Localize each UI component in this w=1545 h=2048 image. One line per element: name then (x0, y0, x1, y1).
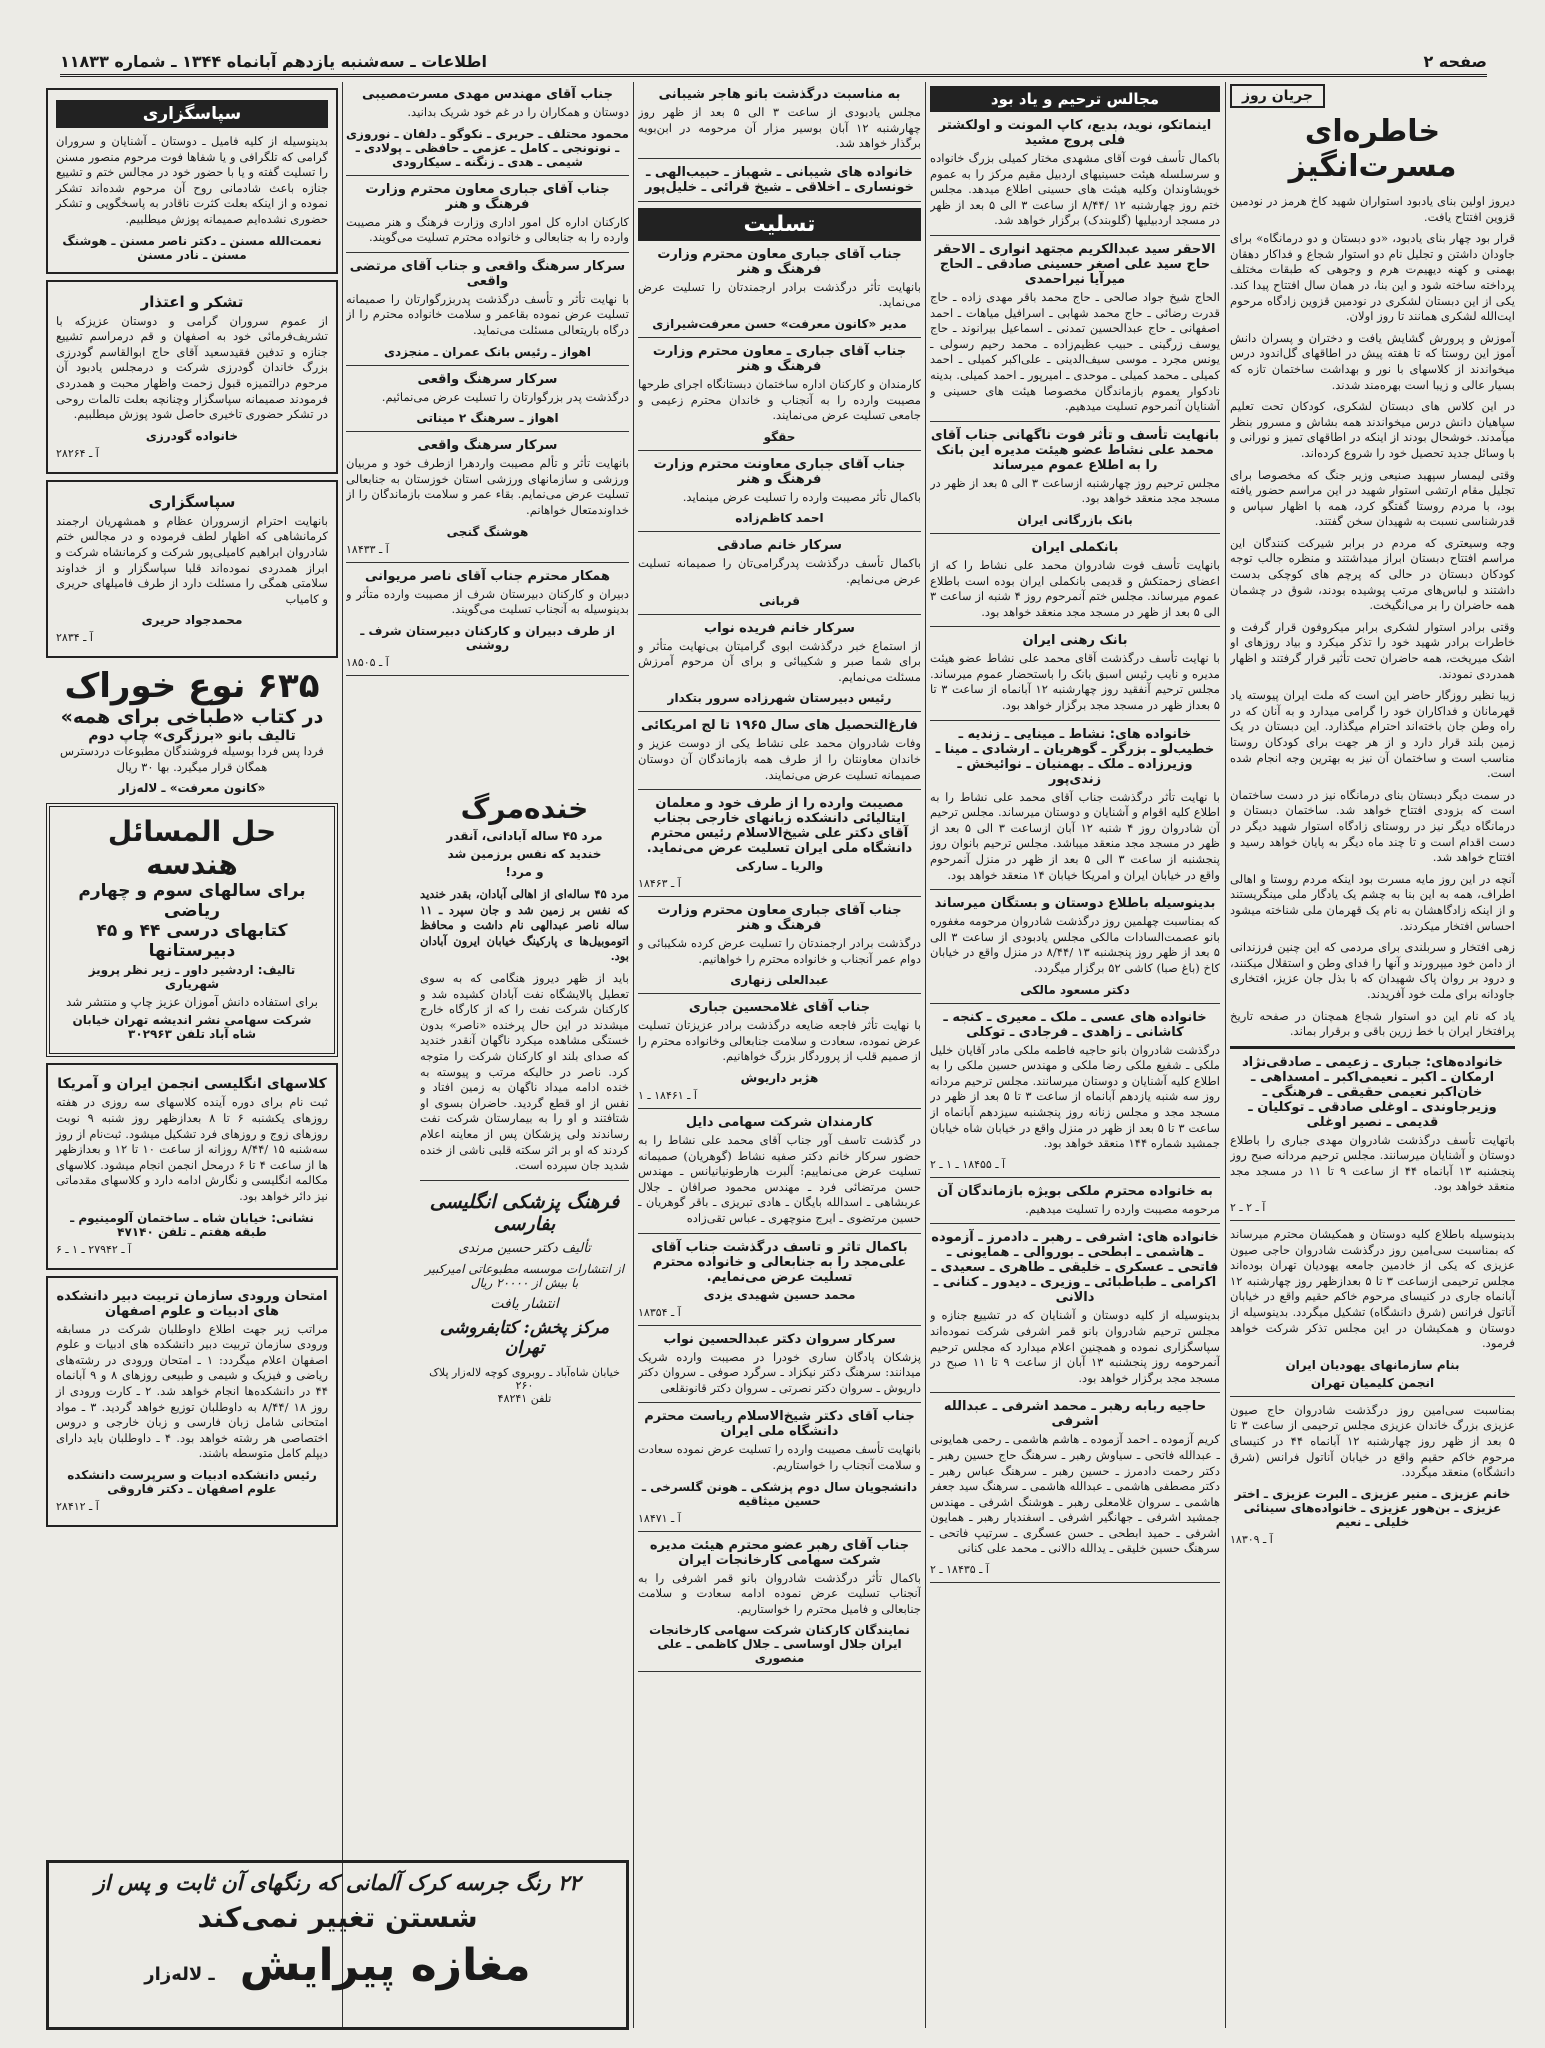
ad-line: تالیف بانو «برزگری» چاپ دوم (88, 728, 296, 745)
ad-line: تلفن ۴۸۲۴۱ (497, 1391, 552, 1405)
divider (638, 1108, 921, 1109)
notice-title: سرکار سروان دکتر عبدالحسین نواب (663, 1331, 896, 1347)
column-condolences-2 (346, 82, 629, 772)
notice-code: آ ـ ۱۸۵۰۵ (346, 655, 389, 669)
column-rule (925, 82, 926, 2028)
notice-title: جناب آقای دکتر شیخ‌الاسلام ریاست محترم دانشگاه ملی ایران (644, 1409, 915, 1440)
column-rule (1225, 82, 1226, 2028)
divider (638, 337, 921, 338)
notice-item (638, 1538, 921, 1673)
notice-title: سرکار سرهنگ واقعی (417, 371, 558, 387)
notice-body: درگذشت شادروان بانو حاجیه فاطمه ملکی مادر آقایان خلیل ملکی ـ شفیع ملکی رضا ملکی و مهندس حسین ملکی را به اطلاع کلیه آشنایان و دوستان میرسانند. مجلس ترحیم مردانه روز سه شنبه یازدهم آبانماه از ساعت ۳ تا ۵ بعد از ظهر در مسجد مجد و مجلس زنانه روز پنجشنبه سیزدهم آبانماه از ساعت ۳ تا ۵ بعد از ظهر در منزل واقع در خیابان شاه خیابان جمشید شماره ۱۴۴ منعقد خواهد بود. (930, 1042, 1220, 1151)
notice-title: سرکار خانم صادقی (717, 538, 842, 554)
notice-title: سرکار سرهنگ واقعی و جناب آقای مرتضی واقعی (349, 258, 626, 289)
article-subhead: خندید که نفس برزمین شد (447, 847, 602, 861)
divider (346, 252, 629, 253)
notice-title: جناب آقای جباری معاونت محترم وزارت فرهنگ و هنر (653, 456, 906, 487)
notice-signature: والریا ـ سارکی (735, 859, 824, 874)
notice-title: سرکار خانم فریده نواب (704, 620, 855, 636)
notice-item (930, 1230, 1220, 1393)
ad-line: «کانون معرفت» ـ لاله‌زار (118, 781, 266, 796)
ad-line: برای سالهای سوم و چهارم ریاضی (78, 881, 306, 922)
notice-signature: محمدجواد حریری (141, 613, 243, 628)
notice-body: کارمندان و کارکنان اداره ساختمان دبستانگاه اجرای طرحها مصیبت وارده را به آنجناب و خاندان محترم زعیمی و جامعی تسلیت عرض می‌نمایند. (638, 376, 921, 423)
notice-signature: انجمن کلیمیان تهران (1310, 1375, 1435, 1390)
notice-item (638, 718, 921, 790)
notice-title: خانواده های: اشرفی ـ رهبر ـ دادمرز ـ آزموده ـ هاشمی ـ ابطحی ـ بوروالی ـ همایونی ـ فاتحی ـ عسکری ـ خلیقی ـ طاهری ـ سعیدی ـ اکرامی ـ طباطبائی ـ وزیری ـ دیدور ـ کنانی ـ دالانی (931, 1230, 1219, 1306)
notice-code: آ ـ ۱۸۳۵۴ (638, 1305, 681, 1319)
dictionary-ad (420, 1191, 629, 1405)
article-subhead: مرد ۴۵ ساله آبادانی، آنقدر (446, 829, 603, 843)
notice-item (930, 540, 1220, 627)
notice-item (638, 1240, 921, 1326)
divider (638, 614, 921, 615)
notice-title: بانک رهنی ایران (1022, 633, 1128, 649)
ad-body: ثبت نام برای دوره آینده کلاسهای سه روزی در هفته روزهای یکشنبه ۶ تا ۸ بعدازظهر روز شنبه ۹ نوبت روزهای زوج و روزهای فرد تشکیل میشود. ثبت‌نام از روز سه‌شنبه ۱۵ /۸/۴۴ روزانه از ساعت ۱۰ تا ۱۲ و بعدازظهر ها از ساعت ۴ تا ۶ درمحل انجمن انجام میشود. کلاسهای مکالمه انگلیسی و نگارش ادامه دارد و کلاسهای مقدماتی نیز دائر خواهد بود. (56, 1095, 328, 1204)
notice-body: مراتب زیر جهت اطلاع داوطلبان شرکت در مسابقه ورودی سازمان تربیت دبیر دانشکده های ادبیات و علوم اصفهان اعلام میگردد: ۱ ـ امتحان ورودی در رشته‌های ریاضی و فیزیک و شیمی و طبیعی روزهای ۸ و ۹ آبانماه ۴۴ در دانشکده‌ها انجام خواهد شد. ۲ ـ کارت ورودی از روز ۱۸ /۸/۴۴ به داوطلبان توزیع خواهد گردید. ۳ ـ مواد امتحانی شامل زبان فارسی و زبان خارجی و دروس اختصاصی هر رشته خواهد بود. ۴ ـ داوطلبان باید دارای دیپلم کامل متوسطه باشند. (56, 1321, 329, 1461)
notice-item (638, 903, 921, 994)
notice-body: باکمال تأثر مصیبت وارده را تسلیت عرض مینماید. (682, 489, 921, 504)
notice-title: تشکر و اعتذار (140, 292, 244, 311)
thanks-notice (46, 88, 338, 274)
editorial-paragraph: آموزش و پرورش گشایش یافت و دختران و پسران دانش آموز این روستا که تا هفته پیش در اطاقهای گل‌اندود درس میخواندند از کلاسهای با نور و بهداشت ساختمان تازه که بسیار عالی و زیبا است بهره‌مند شدند. (1230, 330, 1515, 392)
divider (346, 562, 629, 563)
editorial-paragraph: وقتی برادر استوار لشکری برابر میکروفون قرار گرفت و خاطرات برادر شهید خود را تذکر میکرد و بیاد روزهای او اشک میریخت، همه حاضران تحت تأثیر قرار گرفتند و اظهار همدردی نمودند. (1230, 619, 1515, 681)
notice-signature: رئیس دبیرستان شهرزاده سرور بتکدار (667, 691, 892, 706)
divider (638, 1325, 921, 1326)
ad-line: ۲۲ رنگ جرسه کرک آلمانی که رنگهای آن ثابت و پس از (94, 1871, 581, 1895)
column-ads (46, 82, 338, 1848)
divider (638, 450, 921, 451)
notice-item (638, 1000, 921, 1109)
notice-signature: هژبر داریوش (740, 1071, 819, 1086)
notice-title: جناب آقای مهندس مهدی مسرت‌مصیبی (362, 87, 613, 102)
notice-title: حاجیه ربابه رهبر ـ محمد اشرفی ـ عبدالله اشرفی (943, 1399, 1207, 1430)
notice-body: بانهایت تأثر و تألم مصیبت واردهرا ازطرف خود و مربیان ورزشی و سازمانهای ورزشی استان خوزستان به جنابعالی تسلیت عرض می‌نمایم. بقاء عمر و سلامت بازماندگان را از خداوندمتعال خواهانم. (346, 456, 629, 517)
divider (930, 1003, 1220, 1004)
section-title: مجالس ترحیم و یاد بود (930, 86, 1220, 112)
notice-title: فارغ‌التحصیل های سال ۱۹۶۵ تا لج امریکائی (640, 718, 919, 734)
notice-body: باکمال تأثر درگذشت شادروان بانو قمر اشرفی را به آنجناب تسلیت عرض نموده ادامه سعادت و سلامت جنابعالی و فامیل محترم را خواستاریم. (638, 1570, 921, 1616)
notice-body: باکمال تأسف فوت آقای مشهدی مختار کمیلی بزرگ خانواده و سرسلسله هیئت حسینیهای اردبیل مقیم مرکز را به عموم خویشاوندان وکلیه هیئت های حسینی اطلاع میدهد. مجلس ختم روز چهارشنبه ۱۲ /۸/۴۴ از ساعت ۳ الی ۵ بعد از ظهر در مسجد اردبیلیها (گلوبندک) برگزار خواهد شد. (930, 151, 1220, 228)
notice-item (638, 247, 921, 338)
notice-body: کارکنان اداره کل امور اداری وزارت فرهنگ و هنر مصیبت وارده را به جنابعالی و خانواده محترم تسلیت می‌گویند. (346, 214, 629, 245)
ad-address: نشانی: خیابان شاه ـ ساختمان آلومینیوم ـ طبقه هفتم ـ تلفن ۴۷۱۴۰ (70, 1210, 314, 1239)
ad-line: برای استفاده دانش آموزان عزیز چاپ و منتشر شد (65, 995, 319, 1010)
notice-families: خانواده‌های: جباری ـ زعیمی ـ صادقی‌نژاد ارمکان ـ اکبر ـ نعیمی‌اکبر ـ امسداهی ـ خان‌اکبر نعیمی حقیقی ـ فرهنگی ـ وزیرجاوندی ـ اوغلی صادقی ـ توکلیان ـ قدیمی ـ نصیر اوغلی (1242, 1054, 1503, 1130)
notice-item (638, 457, 921, 533)
notice-item (638, 1409, 921, 1531)
notice-signature: از طرف دبیران و کارکنان دبیرستان شرف ـ روشنی (360, 623, 615, 652)
notice-body: الحاج شیخ جواد صالحی ـ حاج محمد باقر مهدی زاده ـ حاج قدرت رضائی ـ حاج محمد شهابی ـ اسرافیل میاهات ـ احمد اصفهانی ـ حاج عبدالحسین تمدنی ـ اسماعیل بیرانوند ـ حاج یوسف زرگینی ـ حبیب عظیم‌زاده ـ محمد رحیم رسولی ـ یونس مجرد ـ موسی سیف‌الدینی ـ علی‌اکبر کمیلی ـ احمد کمیلی ـ محمد کمیلی ـ موحدی ـ امیرپور ـ احمد کمیلی. بدینه نادکوار یعموم بازماندگان مخصوصا هیئت های حسینی و آشنایان آنمرحوم تسلیت میدهیم. (930, 289, 1220, 414)
notice-code: آ ـ ۱۸۴۵۵ ـ ۱ ـ ۲ (930, 1157, 1006, 1171)
notice-code: آ ـ ۱۸۴۷۱ (638, 1511, 681, 1525)
notice-item (638, 87, 921, 159)
divider (638, 1402, 921, 1403)
editorial-paragraph: آنچه در این روز مایه مسرت بود اینکه مردم روستا و اهالی اطراف، همه به این بنا به چشم یک یادگار ملی مینگریستند و از اینکه زادگاهشان به نام یک قهرمان ملی شناخته میشود احساس افتخار میکردند. (1230, 871, 1515, 933)
notice-body: درگذشت پدر بزرگوارتان را تسلیت عرض می‌نمائیم. (381, 389, 629, 404)
ad-line: در کتاب «طباخی برای همه» (60, 706, 324, 729)
ad-line: فرهنگ پزشکی انگلیسی بفارسی (429, 1190, 620, 1235)
notice-title: همکار محترم جناب آقای ناصر مریوانی (364, 568, 611, 584)
thanks-notice (46, 280, 338, 474)
notice-title: بانهایت تأسف و تأثر فوت ناگهانی جناب آقای محمد علی نشاط عضو هیئت مدیره این بانک را به اطلاع عموم میرساند (930, 427, 1220, 473)
divider (930, 720, 1220, 721)
notice-title: جناب آقای رهبر عضو محترم هیئت مدیره شرکت سهامی کارخانجات ایران (649, 1537, 910, 1568)
thanks-notice (46, 480, 338, 659)
ad-line: کتابهای درسی ۴۴ و ۴۵ دبیرستانها (96, 921, 288, 962)
notice-title: خانواده های عسی ـ ملک ـ معیری ـ کنجه ـ کاشانی ـ زاهدی ـ فرجادی ـ توکلی (943, 1009, 1207, 1040)
divider (638, 158, 921, 159)
notice-code: آ ـ ۲۸۳۴ (56, 631, 93, 645)
column-rule (633, 82, 634, 2028)
notice-code: آ ـ ۱۸۳۰۹ (1230, 1532, 1273, 1546)
notice-title: سرکار سرهنگ واقعی (417, 438, 558, 454)
notice-families: خانم عزیزی ـ منیر عزیزی ـ البرت عزیزی ـ اختر عزیزی ـ بن‌هور عزیزی ـ خانواده‌های سینائی خلیلی ـ نعیم (1234, 1486, 1511, 1529)
notice-body: کریم آزموده ـ احمد آزموده ـ هاشم هاشمی ـ رحمی همایونی ـ عبدالله فاتحی ـ سیاوش رهبر ـ سرهنگ حاج حسین رهبر ـ دکتر رحمت دادمرز ـ حسین رهبر ـ سرهنگ عباس رهبر ـ دکتر مصطفی هاشمی ـ عبدالله هاشمی ـ سرهنگ سید جعفر هاشمی ـ سروان غلامعلی رهبر ـ هوشنگ اشرفی ـ مهندس جمشید اشرفی ـ جهانگیر اشرفی ـ اسفندیار رهبر ـ همایون اشرفی ـ حمید ابطحی ـ حسن عسگری ـ سرتیپ فاتحی ـ سرهنگ حسین خلیقی ـ یدالله دالانی ـ محمد علی کنانی (930, 1432, 1220, 1556)
divider (930, 1582, 1220, 1583)
ad-headline: حل المسائل هندسه (107, 815, 277, 882)
khande-marg-article (420, 790, 629, 1848)
notice-title: امتحان ورودی سازمان تربیت دبیر دانشکده های ادبیات و علوم اصفهان (56, 1288, 328, 1319)
divider (930, 421, 1220, 422)
divider (638, 201, 921, 202)
notice-title: جناب آقای جباری معاون محترم وزارت فرهنگ و هنر (657, 246, 902, 277)
divider (638, 896, 921, 897)
notice-title: خانواده های: نشاط ـ مینایی ـ زندیه ـ خطیب‌لو ـ بزرگر ـ گوهریان ـ ارشادی ـ مینا ـ وزیرزاده ـ ملک ـ بهمنیان ـ نوائیخش ـ زندی‌پور (935, 726, 1215, 787)
editorial-paragraph: وقتی لیمسار سپهبد صنیعی وزیر جنگ که مخصوصا برای تجلیل مقام ارتشی استوار شهید در این مراسم حضور یافته بود، با مردم روستا گفتگو کرد، همه با اظهار سپاس و قدرشناسی نسبت به شهیدان سخن گفتند. (1230, 467, 1515, 529)
notice-item (930, 727, 1220, 891)
masthead-date: اطلاعات ـ سه‌شنبه یازدهم آبانماه ۱۳۴۴ ـ شماره ۱۱۸۳۳ (60, 51, 487, 71)
notice-body: بانهایت تأثر درگذشت برادر ارجمندتان را تسلیت عرض می‌نماید. (638, 279, 921, 310)
divider (346, 365, 629, 366)
shop-address: ـ لاله‌زار (144, 1964, 215, 1985)
divider (930, 235, 1220, 236)
notice-item (930, 633, 1220, 720)
memorial-list (930, 118, 1220, 1583)
notice-title: بانکملی ایران (1031, 539, 1119, 555)
page-number: صفحه ۲ (1423, 51, 1487, 71)
notice-body: بانهایت تأسف فوت شادروان محمد علی نشاط را که از اعضای زحمتکش و قدیمی بانکملی ایران بوده است باطلاع عموم میرساند. مجلس ختم آنمرحوم روز ۴ شنبه از ساعت ۳ الی ۵ بعد از ظهر در مسجد مجد منعقد خواهد بود. (930, 557, 1220, 619)
shop-name: مغازه پیرایش (239, 1940, 531, 1991)
condolence-list (346, 87, 629, 676)
editorial-paragraph: زیبا نظیر روزگار حاضر این است که ملت ایران پیوسته یاد قهرمانان و فداکاران خود را گرامی میدارد و به آنان که در راه وطن جان باخته‌اند احترام میگذارد. این دبستان در یک زمین بلند قرار دارد و از هر جهت برای کودکان روستا مناسب است و ساختمان آن نیز به بهترین وجه انجام شده است. (1230, 688, 1515, 781)
editorial-paragraph: دیروز اولین بنای یادبود استواران شهید کاخ هرمز در نودمین قزوین افتتاح یافت. (1230, 194, 1515, 224)
notice-title: باکمال تاثر و تاسف درگذشت جناب آقای علی‌مجد را به جنابعالی و خانواده محترم تسلیت عرض می‌نمایم. (651, 1239, 908, 1285)
notice-body: که بمناسبت چهلمین روز درگذشت شادروان مرحومه مغفوره بانو عصمت‌السادات مالکی مجلس یادبودی از ساعت ۳ الی ۵ بعد از ظهر روز پنجشنبه ۱۳ /۸/۴۴ در منزل واقع در خیابان کاخ (باغ صبا) کاشی ۵۲ برگزار میگردد. (930, 914, 1220, 975)
notice-body: با نهایت تأثر فاجعه ضایعه درگذشت برادر عزیزتان تسلیت عرض نموده، سعادت و سلامت جنابعالی وخانواده محترم را از صمیم قلب از پروردگار بزرگ خواهانیم. (638, 1018, 921, 1064)
notice-signature: حقگو (763, 429, 796, 444)
ad-line: خیابان شاه‌آباد ـ روبروی کوچه لاله‌زار پلاک ۲۶۰ (429, 1365, 620, 1392)
notice-item (346, 259, 629, 366)
notice-body: بانهایت احترام ازسروران عظام و همشهریان ارجمند کرمانشاهی که اظهار لطف فرموده و در مجالس ختم شادروان ابراهیم کامیلی‌پور شرکت و کرمانشاه شرکت و ابراز همدردی نموده‌اند قلبا سپاسگزار و از خداوند سلامتی همگی را مسئلت دارد از طرف فامیلهای حریری و کامیاب (56, 513, 328, 606)
divider (346, 431, 629, 432)
notice-title: جناب آقای جباری معاون محترم وزارت فرهنگ و هنر (657, 903, 902, 934)
divider (930, 889, 1220, 890)
notice-signature: عبدالعلی زنهاری (730, 973, 829, 988)
notice-item (346, 569, 629, 676)
column-rule (342, 82, 343, 2028)
notice-title: سپاسگزاری (148, 492, 236, 511)
notice-item (638, 1332, 921, 1404)
notice-item (638, 1115, 921, 1234)
divider (930, 626, 1220, 627)
notice-code: آ ـ ۲۸۴۱۲ (56, 1499, 99, 1513)
ad-line: انتشار یافت (490, 1295, 559, 1312)
notice-body: دبیران و کارکنان دبیرستان شرف از مصیبت وارده متأثر و بدینوسیله به آنجناب تسلیت می‌گویند. (346, 586, 629, 617)
editorial-headline: خاطره‌ای مسرت‌انگیز (1288, 114, 1457, 184)
notice-signature: دکتر مسعود مالکی (1020, 982, 1130, 997)
notice-body: با نهایت تأسف درگذشت آقای محمد علی نشاط عضو هیئت مدیره و نایب رئیس اسبق بانک را باستحضار عموم میرساند. مجلس ترحیم آنفقید روز چهارشنبه ۱۲ آبانماه از ساعت ۳ تا ۵ بعداز ظهر در مسجد مجد برگزار خواهد بود. (930, 651, 1220, 713)
notice-item (930, 1399, 1220, 1583)
notice-item (346, 372, 629, 433)
notice-body: از عموم سروران گرامی و دوستان عزیزکه با تشریف‌فرمائی خود به اصفهان و قم درمراسم تشییع جنازه و تدفین فقیدسعید آقای حاج ابوالقاسم گودرزی بزرگ خاندان گودرزی شرکت و درمجلس یادبود آن مرحوم درالتمیزه قبول زحمت واظهار محبت و همدردی فرمودند صمیمانه سپاسگزار وچنانچه بعلت تالمات روحی در تشکر حضوری تاخیری حاصل شود پوزش میطلبیم. (56, 313, 328, 422)
notice-signature: هوشنگ گنجی (446, 524, 529, 539)
article-lead: مرد ۴۵ ساله‌ای از اهالی آبادان، بقدر خندید که نفس بر زمین شد و جان سپرد ـ ۱۱ ساله ناصر عبدالهی نام داشت و محافظ اتوموبیل‌ها ی پارکینگ خیابان ایرون آبادان بود. (420, 887, 629, 964)
notice-item (930, 1010, 1220, 1178)
notice-title: جناب آقای جباری معاون محترم وزارت فرهنگ و هنر (365, 181, 610, 212)
notice-body: بدینوسیله از کلیه دوستان و آشنایان که در تشییع جنازه و مجلس ترحیم شادروان بانو قمر اشرفی شرکت نموده‌اند سپاسگزاری نموده و همچنین اعلام میدارد که مجلس ترحیم آنمرحومه روز پنجشنبه ۱۳ آبان از ساعت ۹ تا ۱۱ صبح در مسجد مجد برگزار خواهد بود. (930, 1308, 1220, 1385)
notice-item (638, 538, 921, 614)
divider (930, 1177, 1220, 1178)
notice-title: اینماتکو، نوید، بدیع، کاپ المونت و اولکشتر فلی پروج مشید (938, 118, 1212, 148)
cookbook-ad (46, 666, 338, 795)
notice-title: به مناسبت درگذشت بانو هاجر شیبانی (658, 87, 901, 102)
editorial-paragraph: زهی افتخار و سربلندی برای مردمی که این چنین فرزندانی از دامن خود میپرورند و آنها را فدای وطن و استقلال میکنند، و درود بر روان پاک شهیدان که با بذل جان عزیز، افتخاری جاودانه برای ملت خود آفریدند. (1230, 940, 1515, 1001)
page-header (60, 48, 1487, 77)
notice-body: مجلس ترحیم روز چهارشنبه ازساعت ۳ الی ۵ بعد از ظهر در مسجد مجد منعقد خواهد بود. (930, 475, 1220, 506)
notice-code: آ ـ ۲ ـ ۲ (1230, 1201, 1266, 1215)
divider (930, 533, 1220, 534)
notice-title: بدینوسیله باطلاع دوستان و بستگان میرساند (934, 896, 1216, 912)
ad-line: شرکت سهامی نشر اندیشه تهران خیابان شاه آباد تلفن ۳۰۲۹۶۳ (72, 1013, 312, 1042)
ad-line: فردا پس فردا بوسیله فروشندگان مطبوعات دردسترس همگان قرار میگیرد. بها ۳۰ ریال (60, 744, 324, 774)
notice-code: آ ـ ۱۸۴۶۳ (638, 877, 681, 891)
divider (638, 1671, 921, 1672)
shop-ad (46, 1860, 629, 2030)
notice-body: پزشکان پادگان ساری خودرا در مصیبت وارده شریک میدانند: سرهنگ دکتر نیکزاد ـ سرگرد صوفی ـ سروان دکتر داریوش ـ سروان دکتر نصرتی ـ سروان دکتر قانونقلعی (638, 1349, 921, 1395)
column-condolences (638, 82, 921, 1848)
condolence-title: تسلیت (638, 208, 921, 241)
notice-body: بدینوسیله باطلاع کلیه دوستان و همکیشان محترم میرساند که بمناسبت سی‌امین روز درگذشت شادروان حاجی صیون عزیزی که یکی از خادمین جامعه یهودیان تهران بوده‌اند مجلس ترحیمی ازساعت ۳ تا ۵ بعدازظهر روز چهارشنبه ۱۲ آبانماه جاری در کنیسای مرحوم خاکم حقیم واقع در خیابان آناتول فرانس (شرق دانشگاه) تشکیل میگردد. بدینوسیله از دوستان و همکیشان در این مجلس تذکر شرکت خواهد فرمود. (1230, 1227, 1515, 1351)
notice-body: از استماع خبر درگذشت ابوی گرامیتان بی‌نهایت متأثر و برای شما صبر و شکیبائی و برای آن مرحوم آمرزش مسئلت می‌نمایم. (638, 638, 921, 684)
editorial-paragraph: یاد که نام این دو استوار شجاع همچنان در صفحه تاریخ پرافتخار ایران با خط زرین باقی و برقرار بماند. (1230, 1008, 1515, 1039)
condolence-list (638, 247, 921, 1673)
notice-code: آ ـ ۱۸۴۳۵ ـ ۲ (930, 1563, 989, 1577)
notice-body: وفات شادروان محمد علی نشاط یکی از دوست عزیز و خاندان معاونتان را از طرف همه بازماندگان آن دوستان صمیمانه تسلیت عرض می‌نمایند. (638, 736, 921, 782)
notice-signature: بنام سازمانهای یهودیان ایران (1285, 1357, 1460, 1372)
notice-item (638, 621, 921, 713)
ad-headline: کلاسهای انگلیسی انجمن ایران و آمریکا (57, 1076, 327, 1093)
notice-item (930, 1184, 1220, 1225)
divider (638, 531, 921, 532)
divider (346, 175, 629, 176)
notice-signature: نعمت‌الله مسنن ـ دکتر ناصر مسنن ـ هوشنگ مسنن ـ نادر مسنن (62, 233, 322, 262)
notice-item (638, 165, 921, 202)
english-class-ad (46, 1063, 338, 1269)
editorial-paragraph: در این کلاس های دبستان لشکری، کودکان تحت تعلیم سپاهیان دانش درس میخواندند همه بشاش و مسرور بنظر میآمدند. خوشحال بودند از اینکه در اطاقهای تمیز و نورانی و با وسائل جدید تحصیل خود را شروع کرده‌اند. (1230, 399, 1515, 460)
notice-signature: اهواز ـ سرهنگ ۲ میناتی (416, 411, 559, 426)
divider (638, 789, 921, 790)
notice-signature: دانشجویان سال دوم پزشکی ـ هونن گلسرخی ـ حسین میثاقیه (641, 1479, 918, 1508)
divider (346, 675, 629, 676)
notice-signature: خانواده گودرزی (145, 428, 239, 443)
notice-signature: نمایندگان کارکنان شرکت سهامی کارخانجات ایران جلال اوساسی ـ جلال کاظمی ـ علی منصوری (649, 1623, 910, 1666)
notice-body: بمناسبت سی‌امین روز درگذشت شادروان حاج صیون عزیزی بزرگ خاندان عزیزی مجلس ترحیمی از ساعت ۳ تا ۵ بعد از ظهر روز چهارشنبه ۱۲ آبانماه ۴۴ در کنیسای مرحوم خاکم حقیم واقع در خیابان آناتول فرانس (شرق دانشگاه) منعقد میگردد. (1230, 1402, 1515, 1480)
notice-signature: قربانی (759, 593, 800, 608)
notice-body: دوستان و همکاران را در غم خود شریک بدانید. (407, 105, 629, 119)
notice-signature: مدیر «کانون معرفت» حسن معرفت‌شیرازی (652, 316, 907, 331)
ad-line: تألیف دکتر حسین مرندی (458, 1240, 591, 1256)
notice-item (930, 242, 1220, 422)
ad-headline: ۶۳۵ نوع خوراک (64, 666, 320, 707)
ad-line: با بیش از ۲۰۰۰۰ ریال (470, 1275, 579, 1290)
ad-line: مرکز پخش: کتابفروشی تهران (439, 1317, 610, 1358)
notice-item (930, 428, 1220, 534)
notice-item (638, 796, 921, 897)
editorial-paragraph: قرار بود چهار بنای یادبود، «دو دبستان و دو درمانگاه» برای جاودان داشتن و تجلیل نام دو استوار شجاع و فداکار دهقان بهمنی و کهنه دیهیم‌ت هرم و وجوهی که طبقات مختلف پرداخته ساخته شود و این بنا، در همان سال افتتاح پیدا کند. یکی از این دبستان لشکری در نودمین قزوین زادگاه مرحوم ایت‌الله لشکری همانند تا روز اولان. (1230, 231, 1515, 324)
notice-signature: محمد حسین شهیدی یزدی (703, 1287, 856, 1302)
divider (638, 1531, 921, 1532)
article-subhead: و مرد! (505, 865, 544, 879)
notice-title: خانواده های شیبانی ـ شهباز ـ حبیب‌الهی ـ خونساری ـ اخلاقی ـ شیخ قرائی ـ خلیل‌پور (645, 164, 914, 195)
notice-item (930, 896, 1220, 1003)
notice-title: الاحقر سید عبدالکریم مجتهد انواری ـ الاحقر حاج سید علی اصغر حسینی صادقی ـ الحاج میرآیا نیراحمدی (934, 241, 1216, 287)
exam-notice (46, 1276, 338, 1527)
ad-line: تالیف: اردشیر داور ـ زیر نظر پرویز شهریاری (88, 963, 296, 992)
ad-line: شستن تغییر نمی‌کند (197, 1901, 478, 1934)
notice-signature: بانک بازرگانی ایران (1017, 512, 1133, 527)
notice-body: باتهایت تأسف درگذشت شادروان مهدی جباری را باطلاع دوستان و آشنایان میرسانند. مجلس ترحیم مردانه صبح روز پنجشنبه ۱۳ آبانماه ۴۴ از ساعت ۹ تا ۱۱ در مسجد مجد منعقد خواهد بود. (1230, 1132, 1515, 1194)
notice-title: سپاسگزاری (56, 100, 328, 128)
notice-item (346, 182, 629, 253)
editorial-paragraph: وجه وسیعتری که مردم در برابر شیرکت کنندگان این مراسم افتتاح دبستان ابراز میداشتند و منظره جالب توجه کودکان دبستان در حالی که پرچم های کوچکی بدست داشتند و لباس‌های مرتب پوشیده بودند، شوق در چشمان همه حاضران را بر می‌انگیخت. (1230, 535, 1515, 613)
notice-title: مصیبت وارده را از طرف خود و معلمان ایتالیائی دانشکده زبانهای خارجی بجناب آقای دکتر علی شیخ‌الاسلام رئیس محترم دانشگاه ملی ایران تسلیت عرض می‌نماید. (646, 796, 913, 857)
notice-body: در گذشت تاسف آور جناب آقای محمد علی نشاط را به حضور سرکار خانم دکتر صفیه نشاط (گوهریان) صمیمانه تسلیت عرض می‌نماییم: آلبرت هارطونیانیانس ـ مهندس حسن مرتضائی فرد ـ مهندس محمود صرافان ـ جلال عربشاهی ـ اسدالله بایگان ـ هادی تبریزی ـ باقر گوهریان ـ حسین مرتضوی ـ ایرج منوچهری ـ عباس تقی‌زاده (638, 1133, 921, 1226)
divider (930, 1392, 1220, 1393)
notice-title: به خانواده محترم ملکی بویژه بازماندگان آن (937, 1183, 1213, 1199)
notice-title: کارمندان شرکت سهامی دایل (685, 1115, 874, 1131)
notice-item (346, 438, 629, 562)
notice-signature: احمد کاظم‌زاده (735, 511, 824, 526)
notice-body: بانهایت تأسف مصیبت وارده را تسلیت عرض نموده سعادت و سلامت آنجناب را خواستاریم. (638, 1442, 921, 1472)
notice-item (638, 344, 921, 451)
notice-body: مجلس یادبودی از ساعت ۳ الی ۵ بعد از ظهر روز چهارشنبه ۱۲ آبان بوسیر مزار آن مرحومه در ابن‌بویه برگذار خواهد شد. (638, 105, 921, 151)
geometry-book-ad (46, 803, 338, 1057)
editorial-paragraph: در سمت دیگر دبستان بنای درمانگاه نیز در دست ساختمان است که بزودی افتتاح خواهد شد. ساختمان دبستان و درمانگاه دیگر نیز در روستای زادگاه استوار شهید دیگر در دست اقدام است و تا چند ماه دیگر به پایان خواهد رسید و افتتاح خواهد شد. (1230, 787, 1515, 865)
divider (638, 1233, 921, 1234)
notice-body: درگذشت برادر ارجمندتان را تسلیت عرض کرده شکیبائی و دوام عمر آنجناب و خانواده محترم را خواهانیم. (638, 936, 921, 966)
notice-body: بدینوسیله از کلیه فامیل ـ دوستان ـ آشنایان و سروران گرامی که تلگرافی و یا شفاها فوت مرحوم منصور مسنن را تسلیت گفته و یا با حضور خود در مجالس ختم و تشییع جنازه باعث شادمانی روح آن مرحوم شده‌اند تشکر نموده و از اینکه بعلت کثرت ناقادر به پاسخگویی و تشکر حضوری نشده‌ایم صمیمانه پوزش میطلبیم. (56, 134, 328, 226)
divider (638, 711, 921, 712)
notice-body: با نهایت تأثر و تأسف درگذشت پدربزرگوارتان را صمیمانه تسلیت عرض نموده بقاعمر و سلامت خانواده محترم را از درگاه باریتعالی مسئلت می‌نماید. (346, 291, 629, 337)
notice-body: باکمال تأسف درگذشت پدرگرامی‌تان را صمیمانه تسلیت عرض می‌نمایم. (638, 556, 921, 586)
notice-code: آ ـ ۲۷۹۴۲ ـ ۱ ـ ۶ (56, 1242, 132, 1256)
divider (930, 1223, 1220, 1224)
divider (638, 993, 921, 994)
notice-signature: محمود محتلف ـ حریری ـ نکوگو ـ دلفان ـ نوروزی ـ نونونجی ـ کامل ـ عزمی ـ حافظی ـ پولادی ـ شیمی ـ هدی ـ زنگنه ـ سیکارودی (346, 126, 629, 169)
notice-title: جناب آقای غلامحسین جباری (688, 1000, 871, 1016)
notice-code: آ ـ ۱۸۴۳۳ (346, 542, 389, 556)
notice-body: مرحومه مصیبت وارده را تسلیت میدهیم. (1025, 1201, 1220, 1216)
notice-code: آ ـ ۱۸۴۶۱ ـ ۱ (638, 1089, 697, 1103)
column-editorial (1230, 82, 1515, 2028)
section-tag: جریان روز (1230, 84, 1325, 108)
notice-code: آ ـ ۲۸۲۶۴ (56, 446, 99, 460)
notice-item (346, 87, 629, 176)
notice-item (930, 118, 1220, 236)
article-headline: خنده‌مرگ (460, 792, 589, 825)
notice-signature: اهواز ـ رئیس بانک عمران ـ منجزدی (384, 344, 591, 359)
notice-title: جناب آقای جباری ـ معاون محترم وزارت فرهنگ و هنر (652, 343, 907, 374)
article-body: باید از ظهر دیروز هنگامی که به سوی تعطیل پالایشگاه نفت آبادان کشیده شد و کارکنان شرکت نفت را که از کارگاه خارج میشدند در این حال پرخنده «ناصر» بدون خستگی مشاهده میکرد ناگهان آنقدر خندید که صدای بلند او کارکنان شرکت را متوجه کرد. ناصر در حالیکه مرتب و پیوسته به خنده ادامه میداد ناگهان به زمین افتاد و نفس از او قطع گردید. حاضران بسوی او شتافتند و او را به بیمارستان شرکت نفت رساندند ولی پزشکان پس از معاینه اعلام کردند که او بر اثر سکته قلبی ناشی از خنده شدید جان سپرده است. (420, 970, 629, 1173)
ad-line: از انتشارات موسسه مطبوعاتی امیرکبیر (424, 1261, 625, 1276)
memorial-list (638, 87, 921, 202)
notice-body: با نهایت تأثر درگذشت جناب آقای محمد علی نشاط را به اطلاع کلیه اقوام و آشنایان و دوستان میرساند. مجلس ترحیم آن شادروان روز ۴ شنبه ۱۲ آبان ازساعت ۳ الی ۵ بعد از ظهر در مسجد مجد منعقد میباشد. مجلس ترحیم بانوان روز پنجشنبه از ساعت ۳ الی ۵ بعد از ظهر در منزل آنمرحوم واقع در خیابان ایران و امریکا خیابان ۱۴ منعقد خواهد بود. (930, 789, 1220, 882)
notice-signature: رئیس دانشکده ادبیات و سرپرست دانشکده علوم اصفهان ـ دکتر فاروقی (67, 1467, 317, 1496)
column-memorials (930, 82, 1220, 2028)
